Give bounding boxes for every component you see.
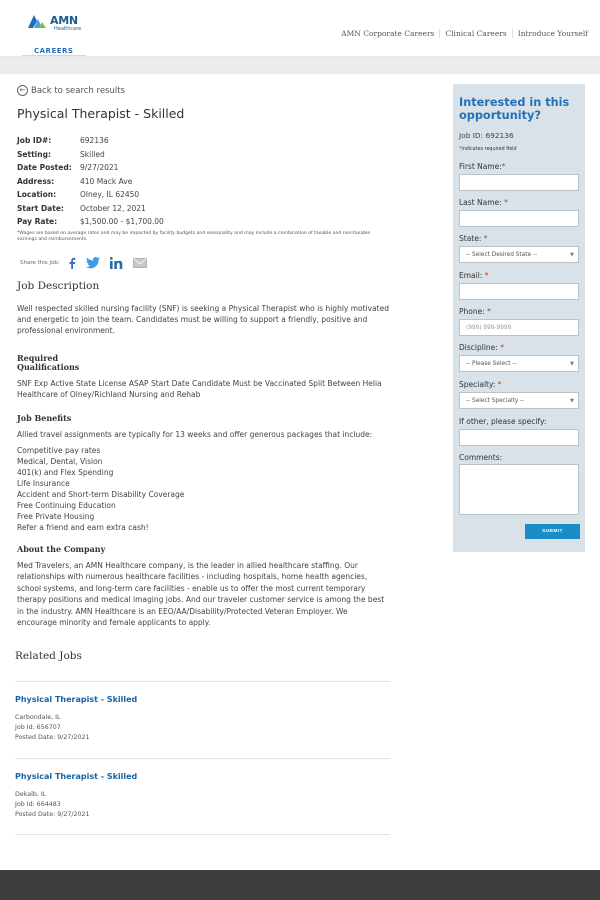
about-company-text: Med Travelers, an AMN Healthcare company, is the leader in allied healthcare staffing. Our relationships with numerous healthcare facilities - including hospitals, home health agencies, school systems, and long-term care facilities - enable us to offer the most current temporary therapy positions and medical imaging jobs. And our traveler customer service is among the best in the industry. AMN Healthcare is an EEO/AA/Disability/Protected Veteran Employer. We encourage minority and female applicants to apply. — [17, 560, 385, 627]
page-title: Physical Therapist - Skilled — [17, 106, 185, 121]
back-to-search-link[interactable] — [17, 84, 389, 97]
detail-label: Address: — [17, 176, 55, 186]
chevron-down-icon: ▼ — [570, 252, 574, 258]
detail-value: 410 Mack Ave — [80, 176, 133, 186]
job-detail — [17, 84, 389, 629]
related-job-location: Dekalb, IL — [15, 790, 47, 798]
label-text: Phone: — [459, 307, 485, 316]
list-item: Competitive pay rates — [17, 445, 101, 455]
apply-form-panel — [453, 84, 585, 552]
site-footer — [0, 870, 600, 900]
related-job-posted: Posted Date: 9/27/2021 — [15, 811, 90, 819]
detail-value: Olney, IL 62450 — [80, 190, 140, 200]
detail-row-date-posted — [17, 161, 389, 175]
email-field[interactable] — [459, 283, 579, 300]
required-star: * — [484, 271, 489, 280]
amn-careers-logo[interactable] — [22, 10, 86, 56]
detail-label: Job ID#: — [17, 136, 52, 146]
discipline-select[interactable] — [459, 355, 579, 372]
first-name-field[interactable] — [459, 174, 579, 191]
detail-row-job-id — [17, 134, 389, 148]
nav-introduce-yourself[interactable]: Introduce Yourself — [517, 29, 588, 38]
label-text: Specialty: — [459, 380, 496, 389]
required-qualifications-text: SNF Exp Active State License ASAP Start Date Candidate Must be Vaccinated Split Between Helia Healthcare of Olney/Richland Nursing and Rehab — [17, 378, 382, 399]
related-job-link[interactable]: Physical Therapist - Skilled — [15, 695, 138, 704]
twitter-icon[interactable] — [86, 257, 100, 269]
nav-amn-corporate-careers[interactable]: AMN Corporate Careers — [336, 29, 440, 38]
detail-label: Start Date: — [17, 203, 64, 213]
list-item: Medical, Dental, Vision — [17, 456, 103, 466]
divider — [15, 834, 390, 835]
header-divider-bar — [0, 57, 600, 74]
last-name-label — [459, 198, 508, 207]
required-star: * — [497, 380, 502, 389]
logo-careers-text: CAREERS — [34, 47, 74, 55]
email-share-icon[interactable] — [133, 258, 147, 268]
related-jobs-heading: Related Jobs — [15, 650, 82, 662]
related-job-posted: Posted Date: 9/27/2021 — [15, 734, 90, 742]
logo-amn-text: AMN — [50, 14, 78, 27]
related-job-id: Job Id: 664483 — [15, 800, 61, 808]
about-company-heading: About the Company — [17, 543, 106, 554]
detail-row-pay-rate — [17, 215, 389, 229]
required-note-text: indicates required field — [461, 147, 517, 152]
facebook-icon[interactable] — [68, 257, 76, 269]
label-text: Email: — [459, 271, 483, 280]
job-description-text: Well respected skilled nursing facility (SNF) is seeking a Physical Therapist who is highly motivated and energetic to join the team. Candidates must be willing to support a friendly, positive and professional environment. — [17, 303, 389, 335]
label-text: First Name: — [459, 162, 502, 171]
back-link-label: Back to search results — [31, 85, 125, 96]
list-item: Refer a friend and earn extra cash! — [17, 522, 149, 532]
detail-value: October 12, 2021 — [80, 203, 146, 213]
benefits-list — [17, 445, 389, 533]
required-heading-line-2: Qualifications — [17, 361, 80, 372]
related-job-item — [15, 759, 390, 835]
required-star: * — [500, 343, 504, 352]
detail-label: Date Posted: — [17, 163, 72, 173]
nav-clinical-careers[interactable]: Clinical Careers — [440, 29, 512, 38]
required-star: * — [501, 162, 506, 171]
list-item: Life Insurance — [17, 478, 70, 488]
email-label — [459, 271, 488, 280]
required-star: * — [504, 198, 508, 207]
detail-value: Skilled — [80, 149, 105, 159]
detail-row-location — [17, 188, 389, 202]
chevron-down-icon: ▼ — [570, 398, 574, 404]
detail-value: $1,500.00 - $1,700.00 — [80, 217, 164, 227]
phone-placeholder: (999) 999-9999 — [466, 324, 512, 331]
related-job-id: Job Id: 656707 — [15, 724, 61, 732]
state-select[interactable] — [459, 246, 579, 263]
job-benefits-heading: Job Benefits — [17, 412, 72, 423]
list-item: Accident and Short-term Disability Coverage — [17, 489, 185, 499]
label-text: State: — [459, 234, 482, 243]
detail-label: Pay Rate: — [17, 217, 58, 227]
last-name-field[interactable] — [459, 210, 579, 227]
discipline-label — [459, 343, 504, 352]
benefits-intro-text: Allied travel assignments are typically for 13 weeks and offer generous packages that include: — [17, 429, 373, 439]
amn-logo-mark-icon — [28, 13, 48, 29]
detail-row-start-date — [17, 202, 389, 216]
list-item: 401(k) and Flex Spending — [17, 467, 114, 477]
detail-value: 692136 — [80, 136, 109, 146]
detail-label: Setting: — [17, 149, 51, 159]
label-text: Discipline: — [459, 343, 498, 352]
state-label — [459, 234, 488, 243]
detail-label: Location: — [17, 190, 57, 200]
form-title: Interested in this opportunity? — [459, 96, 570, 122]
specialty-selected-value: -- Select Specialty -- — [466, 397, 525, 404]
required-star: * — [487, 307, 491, 316]
specialty-label — [459, 380, 502, 389]
chevron-down-icon: ▼ — [570, 361, 574, 367]
back-arrow-icon: ← — [17, 85, 28, 96]
related-job-location: Carbondale, IL — [15, 714, 61, 721]
other-specialty-field[interactable] — [459, 429, 579, 446]
related-job-item — [15, 682, 390, 758]
detail-row-setting — [17, 148, 389, 162]
related-job-link[interactable]: Physical Therapist - Skilled — [15, 771, 138, 781]
other-specialty-label: If other, please specify: — [459, 417, 547, 426]
discipline-selected-value: -- Please Select -- — [466, 360, 517, 367]
label-text: Last Name: — [459, 198, 502, 207]
logo-healthcare-text: Healthcare — [54, 26, 82, 32]
related-jobs — [15, 650, 390, 835]
required-star: * — [459, 147, 462, 152]
job-description-heading: Job Description — [17, 279, 100, 292]
share-bar — [17, 255, 389, 271]
form-job-id: Job ID: 692136 — [459, 131, 514, 140]
required-heading-line-1: Required — [17, 352, 59, 363]
phone-label — [459, 307, 491, 316]
pay-rate-disclaimer: *Wages are based on average rates and may be impacted by facility budgets and seasonality and may include a combination of taxable and non-taxable earnings and reimbursements. — [17, 230, 371, 242]
top-nav — [336, 29, 588, 38]
detail-row-address — [17, 175, 389, 189]
share-label: Share this Job: — [20, 259, 60, 266]
first-name-label — [459, 162, 506, 171]
comments-textarea[interactable] — [459, 464, 579, 515]
required-field-note — [459, 147, 517, 152]
detail-value: 9/27/2021 — [80, 163, 119, 173]
job-details — [17, 134, 389, 229]
related-job-meta — [15, 713, 390, 744]
list-item: Free Continuing Education — [17, 500, 116, 510]
phone-field[interactable] — [459, 319, 579, 336]
comments-label: Comments: — [459, 453, 503, 462]
related-job-meta — [15, 790, 390, 821]
linkedin-icon[interactable] — [110, 257, 123, 269]
site-header — [0, 0, 600, 57]
state-selected-value: -- Select Desired State -- — [466, 251, 538, 258]
list-item: Free Private Housing — [17, 511, 95, 521]
specialty-select[interactable] — [459, 392, 579, 409]
required-star: * — [483, 234, 488, 243]
submit-button[interactable]: SUBMIT — [525, 524, 580, 539]
